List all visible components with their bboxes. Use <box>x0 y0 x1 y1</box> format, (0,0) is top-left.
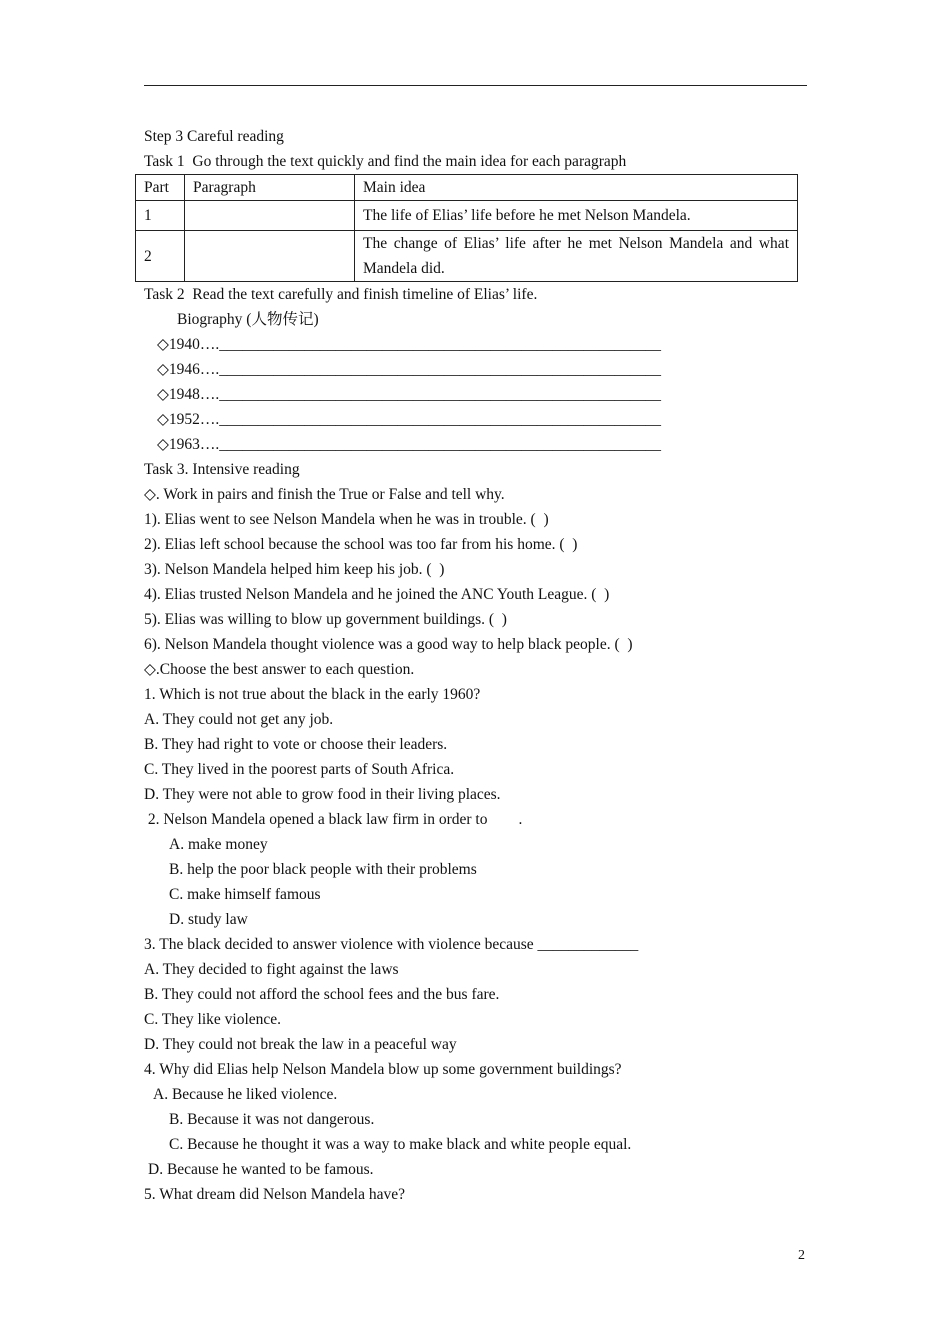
header-rule <box>144 85 807 86</box>
question-2: 2. Nelson Mandela opened a black law firm in order to . <box>144 811 523 828</box>
q2-option-c: C. make himself famous <box>169 886 321 903</box>
q4-option-c: C. Because he thought it was a way to make black and white people equal. <box>169 1136 632 1153</box>
timeline-1946[interactable]: ◇1946…._________________________________________________________ <box>157 361 662 378</box>
cell-part: 2 <box>136 231 185 282</box>
tf-item-4: 4). Elias trusted Nelson Mandela and he joined the ANC Youth League. ( ) <box>144 586 610 603</box>
q1-option-c: C. They lived in the poorest parts of South Africa. <box>144 761 455 778</box>
q3-option-b: B. They could not afford the school fees and the bus fare. <box>144 986 500 1003</box>
task1-title: Task 1 Go through the text quickly and find the main idea for each paragraph <box>144 153 627 170</box>
step-title: Step 3 Careful reading <box>144 128 284 145</box>
table-row <box>136 231 798 282</box>
header-paragraph: Paragraph <box>185 175 355 201</box>
timeline-1940[interactable]: ◇1940…._________________________________________________________ <box>157 336 662 353</box>
timeline-1963[interactable]: ◇1963…._________________________________________________________ <box>157 436 662 453</box>
tf-item-5: 5). Elias was willing to blow up government buildings. ( ) <box>144 611 507 628</box>
q4-option-d: D. Because he wanted to be famous. <box>148 1161 374 1178</box>
cell-paragraph[interactable] <box>185 231 355 282</box>
task3-title: Task 3. Intensive reading <box>144 461 300 478</box>
q3-option-d: D. They could not break the law in a peaceful way <box>144 1036 457 1053</box>
table-row <box>136 201 798 231</box>
q2-option-d: D. study law <box>169 911 248 928</box>
biography-subtitle: Biography (人物传记) <box>177 311 319 328</box>
cell-main-idea: The life of Elias’ life before he met Nelson Mandela. <box>355 201 798 231</box>
mc-instruction: ◇.Choose the best answer to each question. <box>144 661 415 678</box>
timeline-1948[interactable]: ◇1948…._________________________________________________________ <box>157 386 662 403</box>
question-4: 4. Why did Elias help Nelson Mandela blow up some government buildings? <box>144 1061 622 1078</box>
q2-option-a: A. make money <box>169 836 268 853</box>
tf-instruction: ◇. Work in pairs and finish the True or False and tell why. <box>144 486 505 503</box>
question-5: 5. What dream did Nelson Mandela have? <box>144 1186 405 1203</box>
page-number: 2 <box>798 1248 805 1263</box>
q3-option-c: C. They like violence. <box>144 1011 282 1028</box>
cell-part: 1 <box>136 201 185 231</box>
q1-option-d: D. They were not able to grow food in their living places. <box>144 786 501 803</box>
task2-title: Task 2 Read the text carefully and finish timeline of Elias’ life. <box>144 286 538 303</box>
tf-item-6: 6). Nelson Mandela thought violence was a good way to help black people. ( ) <box>144 636 633 653</box>
q3-option-a: A. They decided to fight against the laws <box>144 961 399 978</box>
main-idea-table <box>135 174 798 282</box>
q1-option-b: B. They had right to vote or choose their leaders. <box>144 736 448 753</box>
header-main-idea: Main idea <box>355 175 798 201</box>
question-1: 1. Which is not true about the black in the early 1960? <box>144 686 481 703</box>
timeline-1952[interactable]: ◇1952…._________________________________________________________ <box>157 411 662 428</box>
tf-item-2: 2). Elias left school because the school was too far from his home. ( ) <box>144 536 578 553</box>
q1-option-a: A. They could not get any job. <box>144 711 334 728</box>
q4-option-b: B. Because it was not dangerous. <box>169 1111 375 1128</box>
cell-main-idea: The change of Elias’ life after he met Nelson Mandela and what Mandela did. <box>355 231 798 282</box>
question-3: 3. The black decided to answer violence with violence because _____________ <box>144 936 639 953</box>
tf-item-3: 3). Nelson Mandela helped him keep his job. ( ) <box>144 561 445 578</box>
header-part: Part <box>136 175 185 201</box>
table-header-row <box>136 175 798 201</box>
q2-option-b: B. help the poor black people with their problems <box>169 861 477 878</box>
q4-option-a: A. Because he liked violence. <box>153 1086 338 1103</box>
tf-item-1: 1). Elias went to see Nelson Mandela when he was in trouble. ( ) <box>144 511 549 528</box>
cell-paragraph[interactable] <box>185 201 355 231</box>
